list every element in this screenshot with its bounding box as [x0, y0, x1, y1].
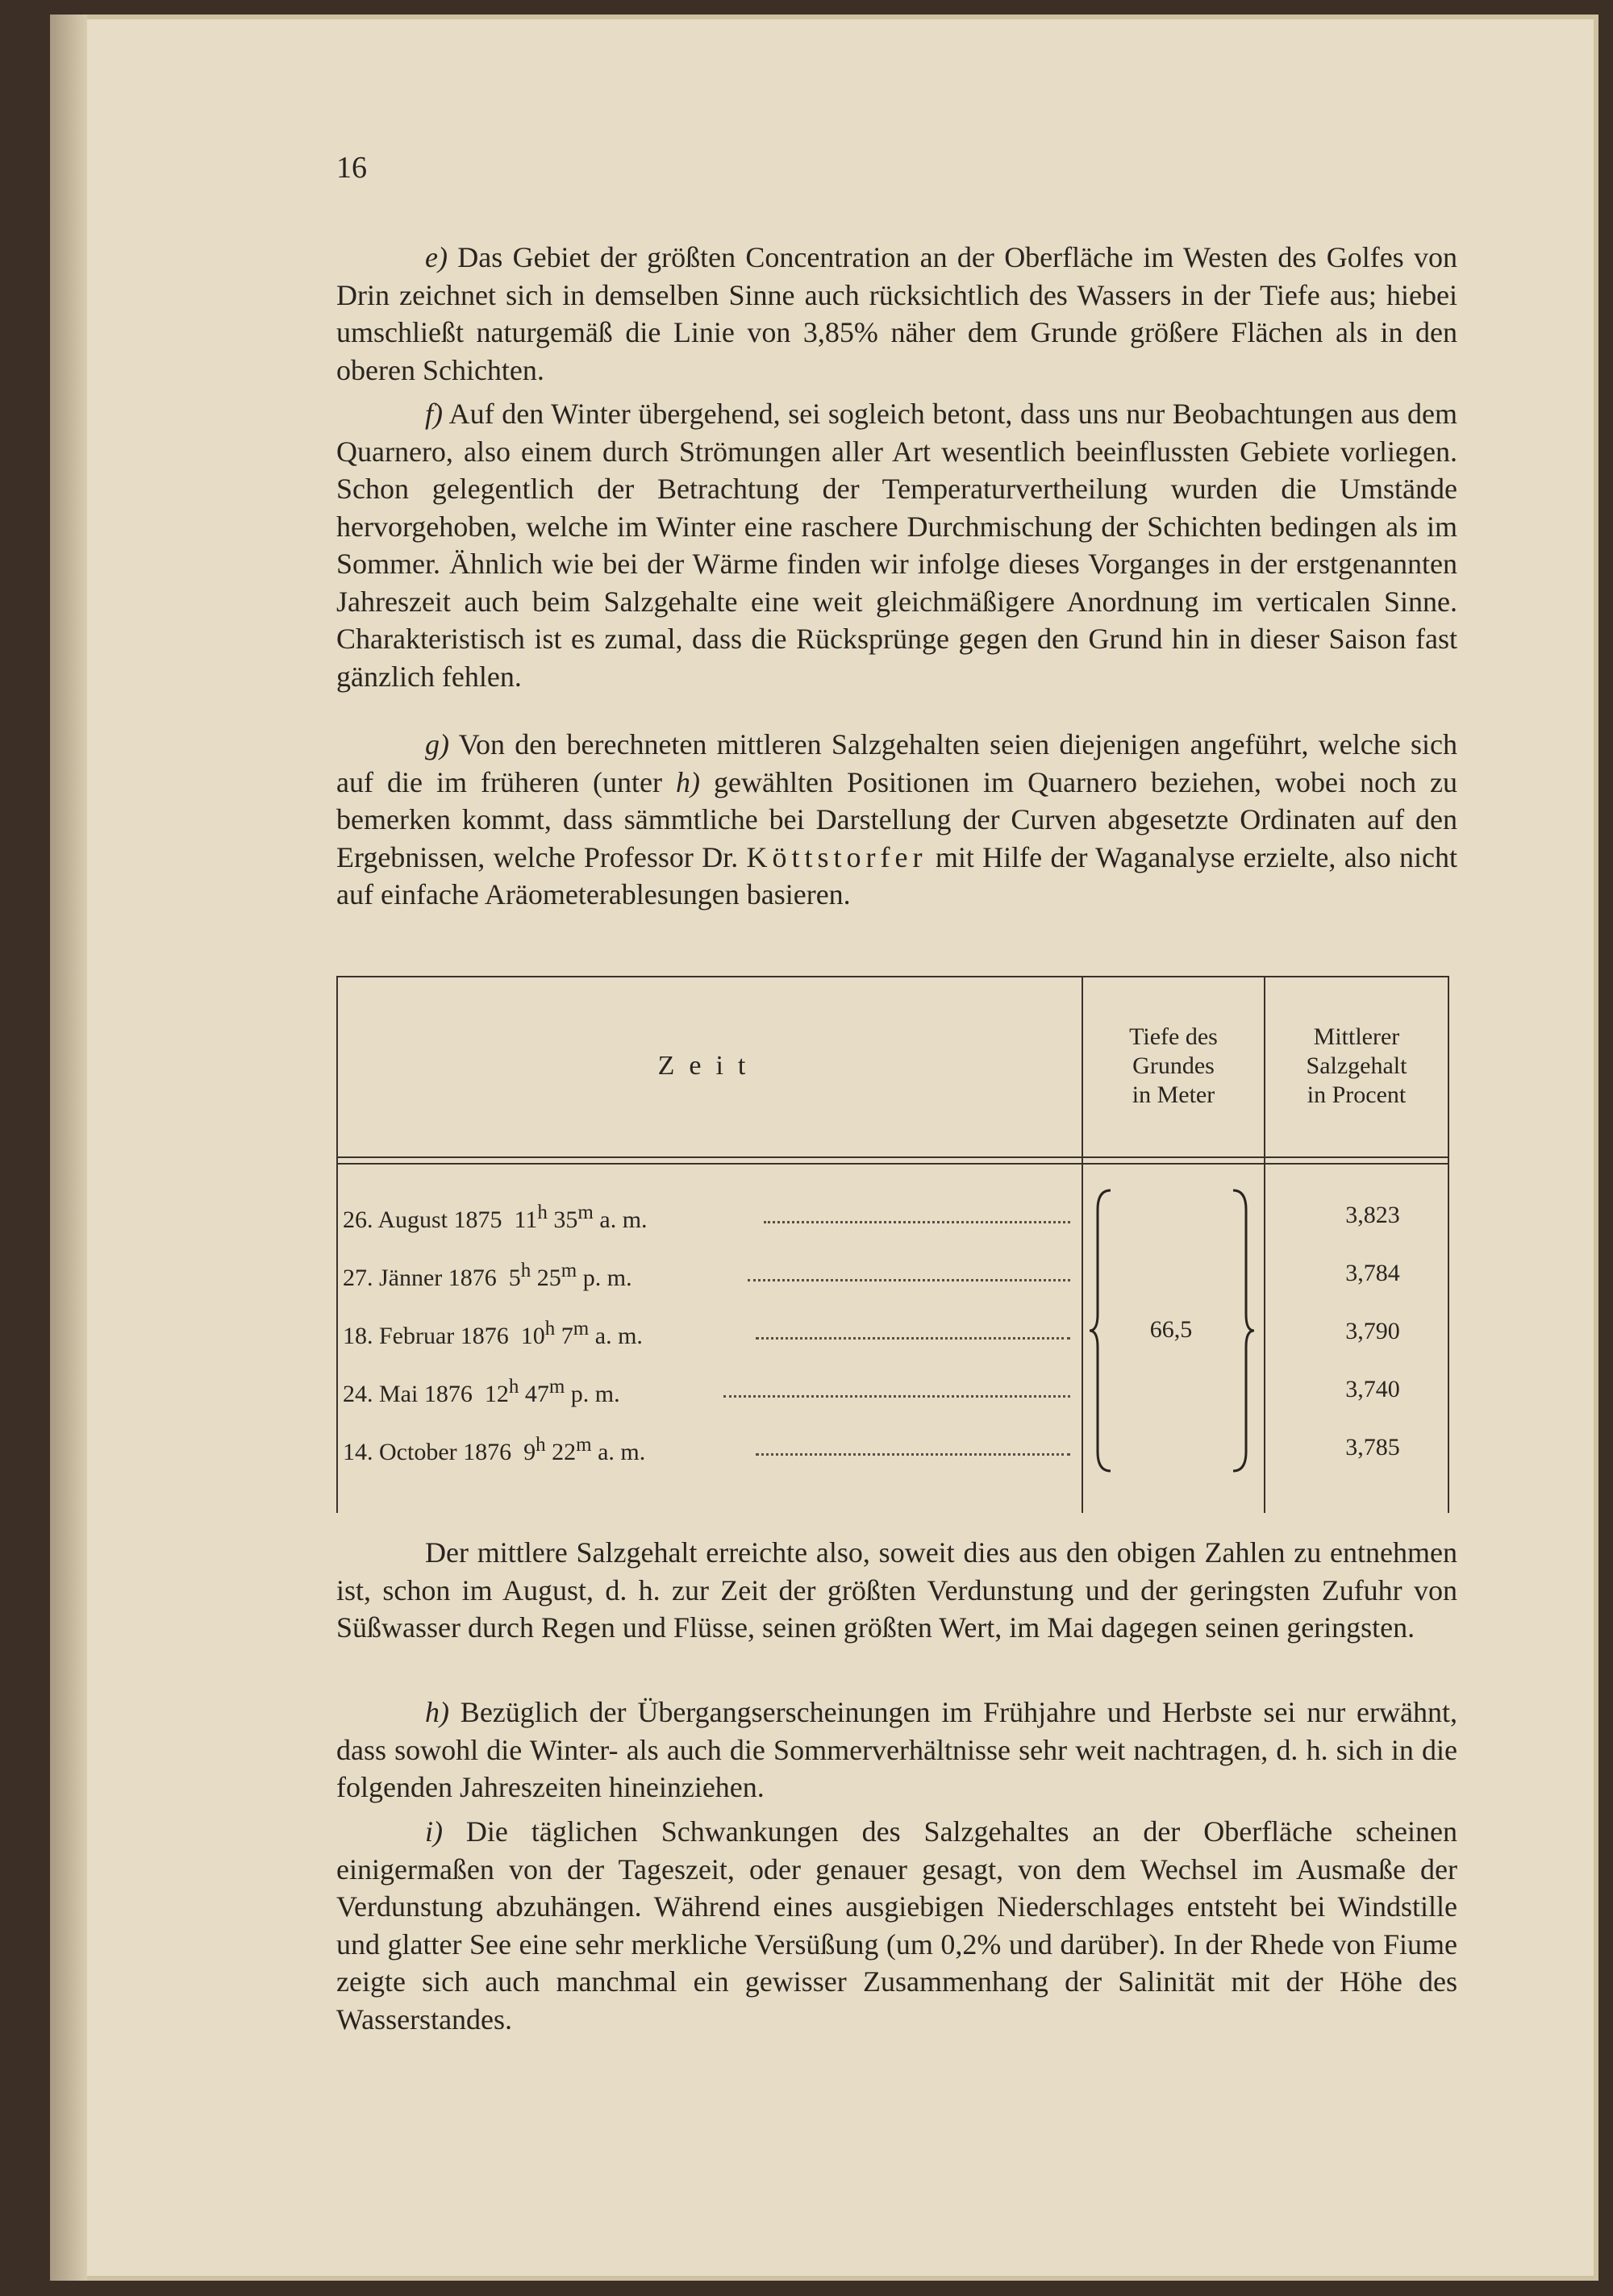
- row-time: [343, 1202, 648, 1234]
- column-header-tiefe: [1083, 1023, 1264, 1110]
- row-date: 27. Jänner 1876: [343, 1265, 497, 1291]
- row-date: 24. Mai 1876: [343, 1381, 473, 1407]
- table-row: [336, 1421, 1433, 1479]
- row-ampm: a. m.: [599, 1206, 648, 1233]
- page-number: 16: [336, 151, 367, 185]
- hour-sup: h: [520, 1260, 531, 1281]
- author-name: Köttstorfer: [746, 840, 927, 873]
- row-salinity-value: 3,823: [1345, 1202, 1400, 1228]
- paragraph-reference: h): [676, 765, 700, 798]
- row-salinity-value: 3,740: [1345, 1376, 1400, 1402]
- row-time: [343, 1376, 620, 1408]
- paragraph-h: [336, 1694, 1457, 1806]
- paragraph-label: e): [425, 241, 448, 273]
- paragraph-text: Bezüglich der Übergangserscheinungen im Frühjahre und Herbste sei nur erwähnt, dass sowohl die Winter- als auch die Sommerverhältnisse sehr weit nachtragen, d. h. sich in die folgenden Jahreszeiten hineinziehen.: [336, 1696, 1457, 1803]
- minute-sup: m: [576, 1434, 592, 1456]
- row-hour: 5: [508, 1265, 521, 1291]
- row-salinity-value: 3,790: [1345, 1318, 1400, 1344]
- paragraph-text: Die täglichen Schwankungen des Salzgehaltes an der Oberfläche scheinen einigermaßen von der Tageszeit, oder genauer gesagt, von dem Wechsel im Ausmaße der Verdunstung abzuhängen. Während eines ausgiebigen Niederschlages entsteht bei Windstille und glatter See eine sehr merkliche Versüßung (um 0,2% und darüber). In der Rhede von Fiume zeigte sich auch manchmal ein gewisser Zusammenhang der Salinität mit der Höhe des Wasserstandes.: [336, 1815, 1457, 2036]
- header-rule: [336, 1156, 1449, 1158]
- right-brace: [1227, 1186, 1259, 1476]
- page-gutter: [50, 15, 87, 2281]
- minute-sup: m: [561, 1260, 577, 1281]
- hour-sup: h: [536, 1434, 546, 1456]
- row-minute: 7: [561, 1323, 573, 1349]
- paragraph-text: Das Gebiet der größten Concentration an der Oberfläche im Westen des Golfes von Drin zeichnet sich in demselben Sinne auch rücksichtlich des Wassers in der Tiefe aus; hiebei umschließt naturgemäß die Linie von 3,85% näher dem Grunde größere Flächen als in den oberen Schichten.: [336, 241, 1457, 386]
- header-line: Mittlerer: [1313, 1023, 1400, 1050]
- row-date: 18. Februar 1876: [343, 1323, 509, 1349]
- depth-value: 66,5: [1149, 1316, 1193, 1343]
- row-hour: 10: [520, 1323, 545, 1349]
- paragraph-i: [336, 1813, 1457, 2038]
- hour-sup: h: [544, 1318, 556, 1340]
- paragraph-after-table: Der mittlere Salzgehalt erreichte also, soweit dies aus den obigen Zahlen zu entnehmen ist, schon im August, d. h. zur Zeit der größten Verdunstung und der geringsten Zufuhr von Süßwasser durch Regen und Flüsse, seinen größten Wert, im Mai dagegen seinen geringsten.: [336, 1536, 1457, 1644]
- minute-sup: m: [573, 1318, 590, 1340]
- leader-dots: [748, 1260, 1070, 1281]
- row-date: 26. August 1875: [343, 1206, 502, 1233]
- leader-dots: [723, 1376, 1070, 1398]
- row-salinity-value: 3,784: [1345, 1260, 1400, 1286]
- table-row: [336, 1363, 1433, 1421]
- paragraph-text: Auf den Winter übergehend, sei sogleich betont, dass uns nur Beobachtungen aus dem Quarnero, also einem durch Strömungen aller Art wesentlich beeinflussten Gebiete vorliegen. Schon gelegentlich der Betrachtung der Temperaturvertheilung wurden die Umstände hervorgehoben, welche im Winter eine raschere Durchmischung der Schichten bedingen als im Sommer. Ähnlich wie bei der Wärme finden wir infolge dieses Vorganges in der erstgenannten Jahreszeit auch beim Salzgehalte eine weit gleichmäßigere Anordnung im verticalen Sinne. Charakteristisch ist es zumal, dass die Rücksprünge gegen den Grund hin in dieser Saison fast gänzlich fehlen.: [336, 398, 1457, 693]
- paragraph-g: [336, 726, 1457, 914]
- leader-dots: [764, 1202, 1070, 1223]
- row-ampm: p. m.: [570, 1381, 620, 1407]
- column-header-salzgehalt: [1265, 1023, 1448, 1110]
- salinity-table: [336, 976, 1449, 1513]
- column-header-zeit: Zeit: [657, 1051, 761, 1081]
- row-time: [343, 1434, 645, 1466]
- row-minute: 47: [524, 1381, 549, 1407]
- hour-sup: h: [537, 1202, 548, 1223]
- row-salinity-value: 3,785: [1345, 1434, 1400, 1461]
- row-ampm: p. m.: [582, 1265, 632, 1291]
- minute-sup: m: [548, 1376, 565, 1398]
- paragraph-f: [336, 395, 1457, 695]
- paragraph-e: [336, 239, 1457, 389]
- row-minute: 35: [553, 1206, 578, 1233]
- table-border-right: [1448, 977, 1449, 1513]
- hour-sup: h: [508, 1376, 519, 1398]
- paragraph-label: f): [425, 398, 443, 430]
- table-row: [336, 1189, 1433, 1247]
- row-ampm: a. m.: [594, 1323, 643, 1349]
- paragraph-text: mit Hilfe der Waganalyse erzielte, also nicht auf einfache Aräometerablesungen basieren.: [336, 840, 1457, 910]
- row-date: 14. October 1876: [343, 1439, 512, 1465]
- header-rule-double: [336, 1163, 1449, 1165]
- row-hour: 11: [514, 1206, 538, 1233]
- header-line: Grundes: [1132, 1052, 1215, 1079]
- row-minute: 25: [536, 1265, 561, 1291]
- header-line: in Meter: [1132, 1081, 1215, 1108]
- row-minute: 22: [552, 1439, 577, 1465]
- paragraph-label: g): [425, 728, 449, 760]
- table-row: [336, 1247, 1433, 1305]
- leader-dots: [756, 1434, 1070, 1456]
- header-line: in Procent: [1307, 1081, 1407, 1108]
- header-line: Tiefe des: [1129, 1023, 1218, 1050]
- paragraph-text: Von den berechneten mittleren Salzgehalten seien diejenigen angeführt, welche sich auf die im früheren (unter: [336, 728, 1457, 798]
- paragraph-label: i): [425, 1815, 443, 1848]
- row-hour: 12: [484, 1381, 509, 1407]
- header-line: Salzgehalt: [1306, 1052, 1407, 1079]
- minute-sup: m: [577, 1202, 594, 1223]
- table-row: [336, 1305, 1433, 1363]
- paragraph-label: h): [425, 1696, 449, 1728]
- paragraph-text: gewählten Positionen im Quarnero beziehen, wobei noch zu bemerken kommt, dass sämmtliche bei Darstellung der Curven abgesetzte Ordinaten auf den Ergebnissen, welche Professor Dr.: [336, 765, 1457, 873]
- row-time: [343, 1318, 643, 1350]
- row-time: [343, 1260, 632, 1292]
- row-ampm: a. m.: [598, 1439, 646, 1465]
- row-hour: 9: [523, 1439, 536, 1465]
- leader-dots: [756, 1318, 1070, 1340]
